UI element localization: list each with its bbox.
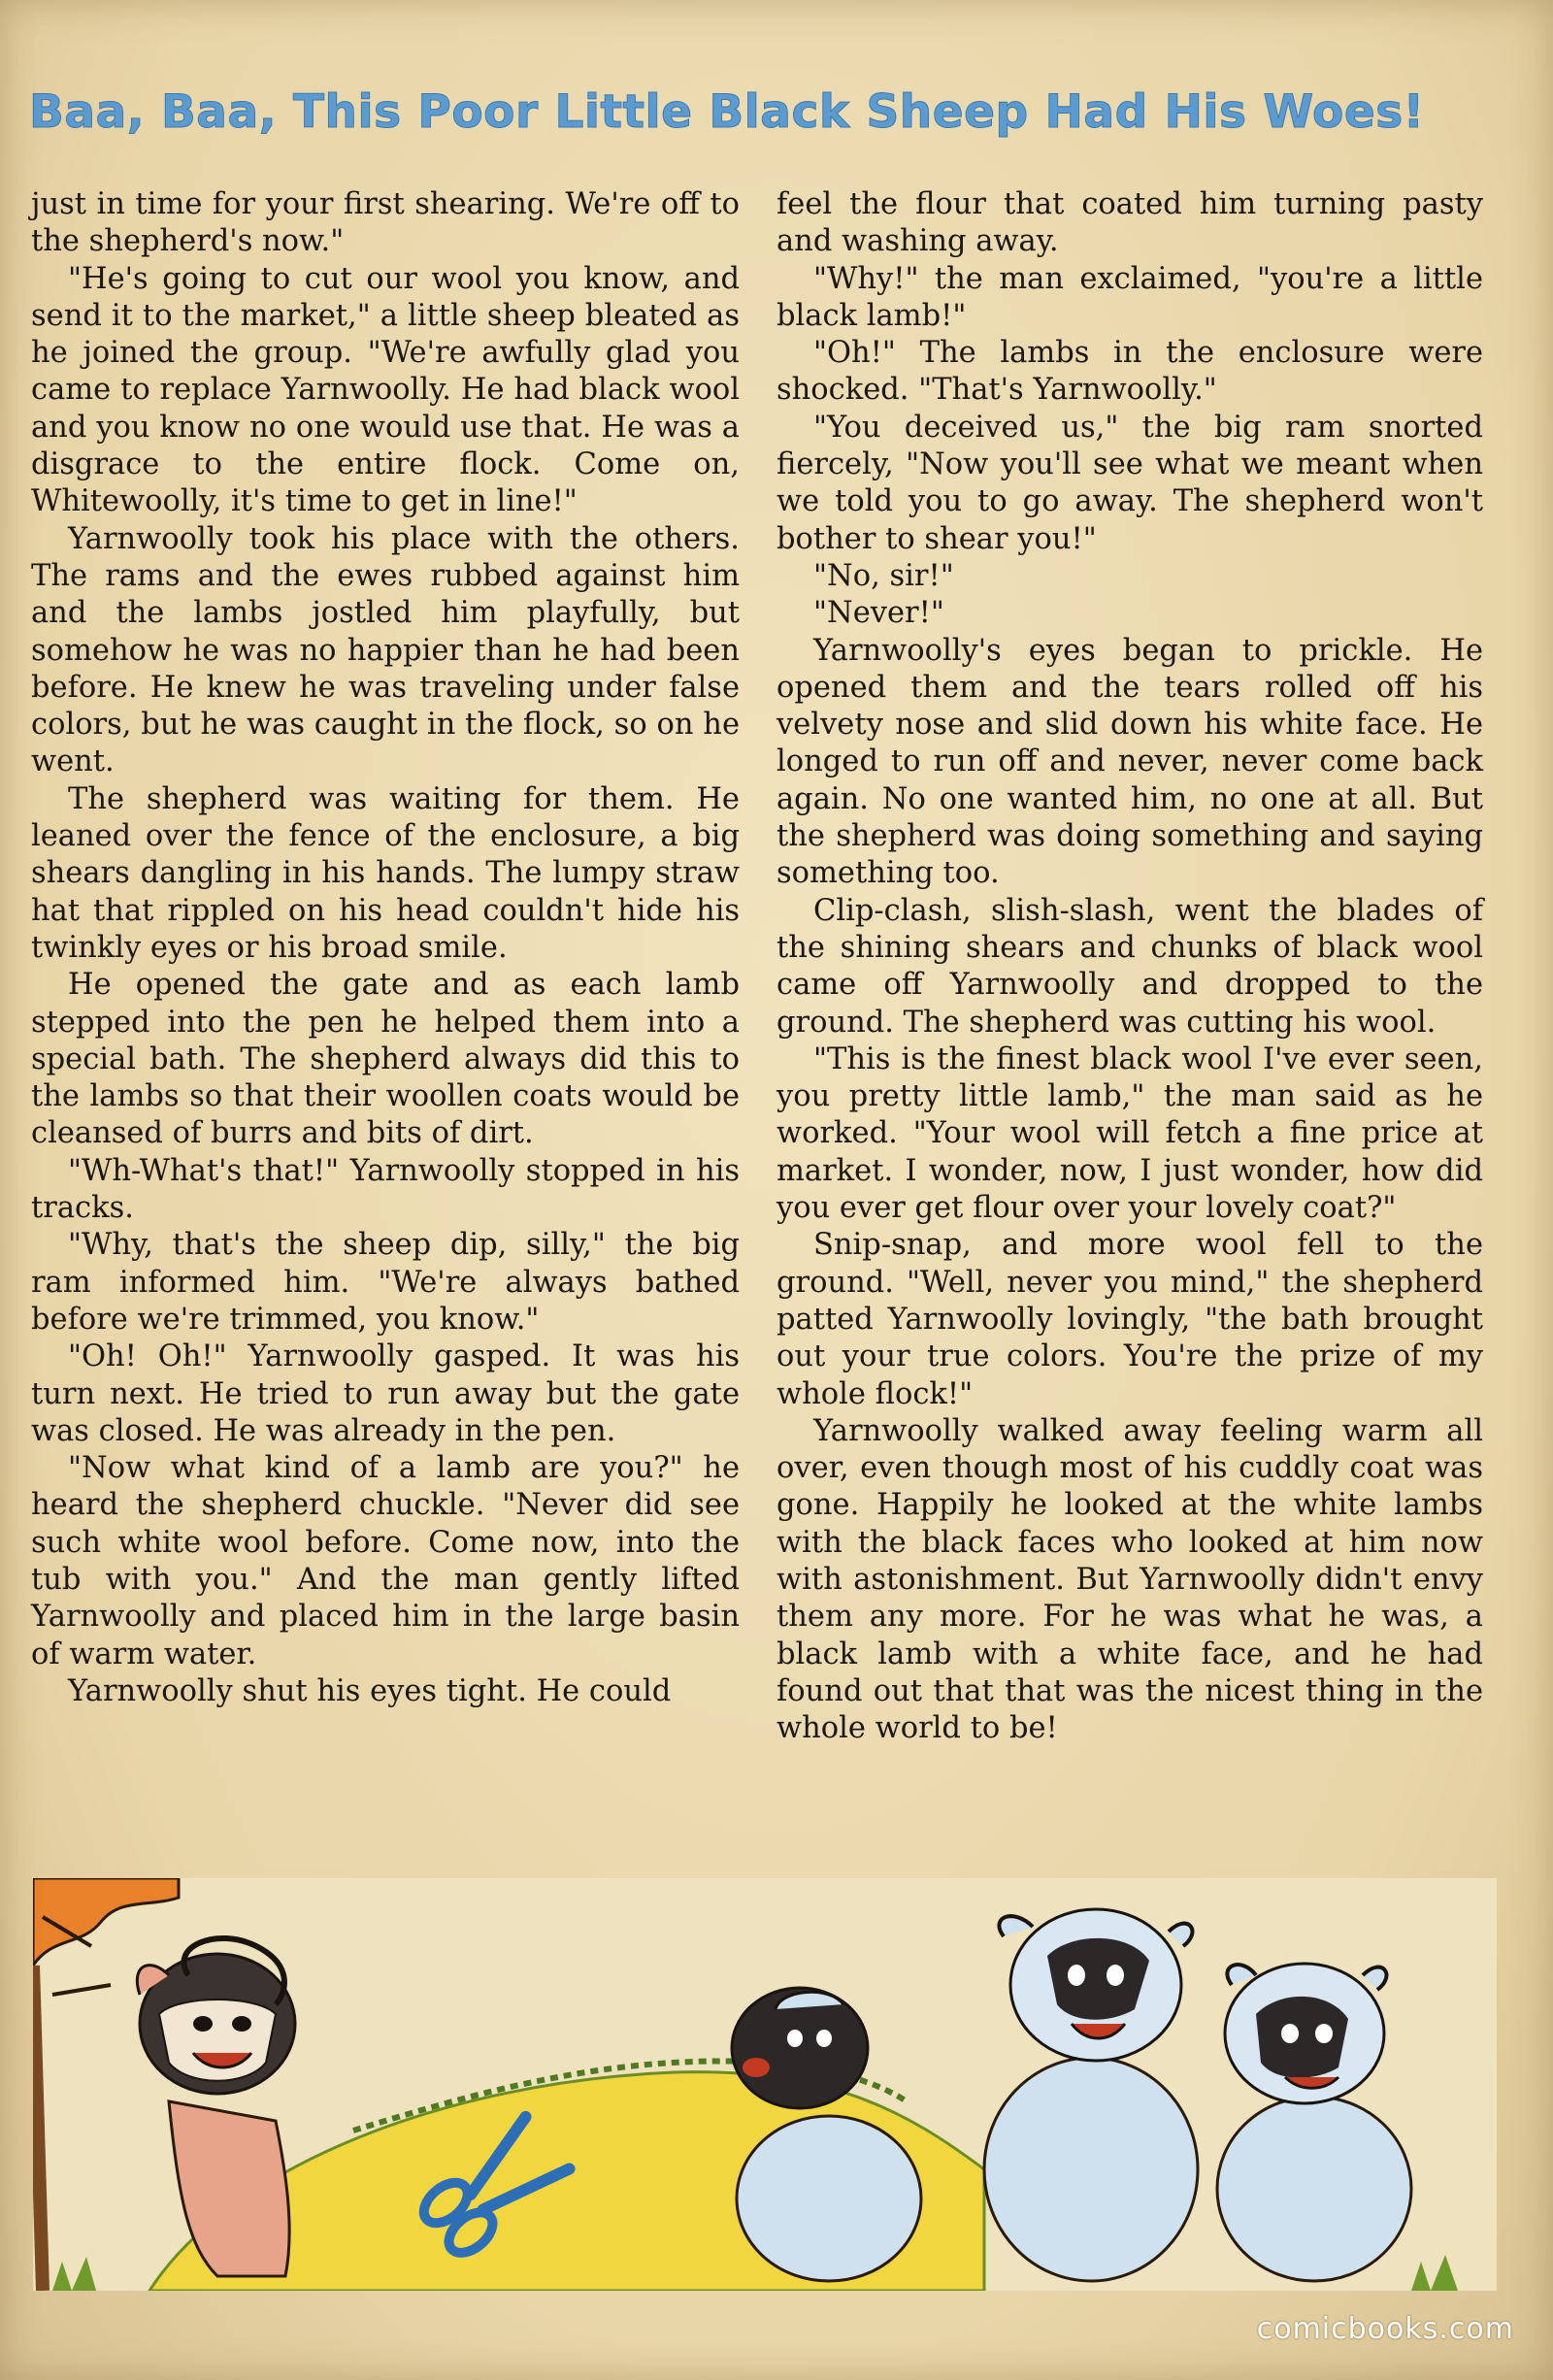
paragraph: He opened the gate and as each lamb stepped into the pen he helped them into a special bath. The shepherd always did this to the lambs so that their woollen coats would be cleansed of burrs and bits of dirt.: [31, 968, 740, 1151]
paragraph: "He's going to cut our wool you know, and send it to the market," a little sheep bleated as he joined the group. "We're awfully glad you came to replace Yarnwoolly. He had black wool and you know no one would use that. He was a disgrace to the entire flock. Come on, Whitewoolly, it's time to get in line!": [31, 261, 740, 519]
paragraph: "Why!" the man exclaimed, "you're a little black lamb!": [776, 261, 1483, 333]
paragraph: Yarnwoolly shut his eyes tight. He could: [68, 1673, 672, 1708]
paragraph: Yarnwoolly took his place with the others. The rams and the ewes rubbed against him and the lambs jostled him playfully, but somehow he was no happier than he had been before. He knew he was traveling under false colors, but he was caught in the flock, so on he went.: [31, 521, 740, 779]
paragraph: "Never!": [813, 596, 944, 631]
paragraph: feel the flour that coated him turning pasty and washing away.: [776, 187, 1483, 259]
paragraph: "You deceived us," the big ram snorted fiercely, "Now you'll see what we meant when we told you to go away. The shepherd won't bother to shear you!": [776, 410, 1483, 556]
right-text-column: [776, 186, 1483, 1747]
paragraph: The shepherd was waiting for them. He leaned over the fence of the enclosure, a big shears dangling in his hands. The lumpy straw hat that rippled on his head couldn't hide his twinkly eyes or his broad smile.: [31, 781, 740, 965]
paragraph: "Wh-What's that!" Yarnwoolly stopped in his tracks.: [31, 1153, 740, 1226]
paragraph: Snip-snap, and more wool fell to the ground. "Well, never you mind," the shepherd patted Yarnwoolly lovingly, "the bath brought out your true colors. You're the prize of my whole flock!": [776, 1228, 1483, 1411]
illustration-panel: [33, 1878, 1497, 2291]
paragraph: Yarnwoolly's eyes began to prickle. He opened them and the tears rolled off his velvety nose and slid down his white face. He longed to run off and never, never come back again. No one wanted him, no one at all. But the shepherd was doing something and saying something too.: [776, 633, 1483, 891]
paragraph: Clip-clash, slish-slash, went the blades of the shining shears and chunks of black wool came off Yarnwoolly and dropped to the ground. The shepherd was cutting his wool.: [776, 893, 1483, 1040]
paragraph: "Now what kind of a lamb are you?" he heard the shepherd chuckle. "Never did see such white wool before. Come now, into the tub with you." And the man gently lifted Yarnwoolly and placed him in the large basin of warm water.: [31, 1451, 740, 1671]
paragraph: Yarnwoolly walked away feeling warm all over, even though most of his cuddly coat was gone. Happily he looked at the white lambs with the black faces who looked at him now with astonishment. But Yarnwoolly didn't envy them any more. For he was what he was, a black lamb with a white face, and he had found out that that was the nicest thing in the whole world to be!: [776, 1413, 1483, 1746]
story-title: Baa, Baa, This Poor Little Black Sheep Had His Woes!: [29, 85, 1425, 139]
white-lamb-2: [984, 1909, 1198, 2281]
paragraph: just in time for your first shearing. We're off to the shepherd's now.": [31, 187, 740, 259]
paragraph: "No, sir!": [813, 558, 954, 593]
left-text-column: [31, 186, 740, 1710]
paragraph: "Why, that's the sheep dip, silly," the big ram informed him. "We're always bathed before we're trimmed, you know.": [31, 1228, 740, 1337]
paragraph: "Oh!" The lambs in the enclosure were shocked. "That's Yarnwoolly.": [776, 336, 1483, 408]
paragraph: "This is the finest black wool I've ever seen, you pretty little lamb," the man said as he worked. "Your wool will fetch a fine price at market. I wonder, now, I just wonder, how did you ever get flour over your lovely coat?": [776, 1041, 1483, 1226]
watermark: comicbooks.com: [1256, 2312, 1514, 2346]
paragraph: "Oh! Oh!" Yarnwoolly gasped. It was his turn next. He tried to run away but the gate was closed. He was already in the pen.: [31, 1339, 740, 1448]
